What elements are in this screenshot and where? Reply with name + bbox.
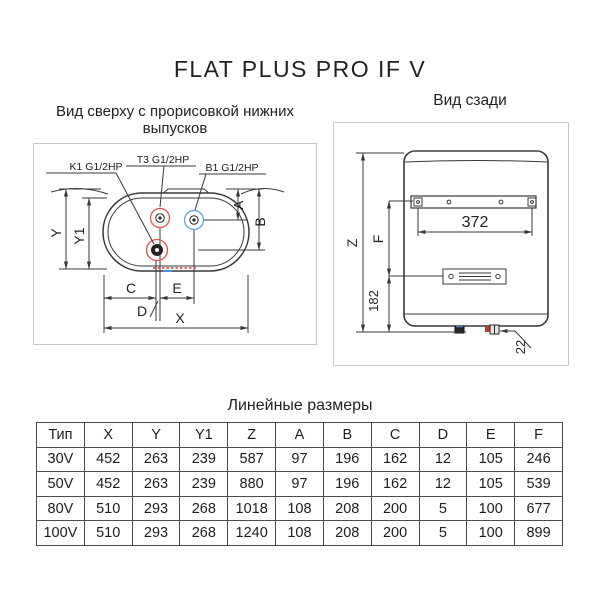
table-cell: 239 [180, 472, 228, 497]
k1-port-label: K1 G1/2HP [69, 161, 123, 173]
table-cell: 200 [371, 521, 419, 546]
table-cell: 1240 [228, 521, 276, 546]
table-cell: 105 [467, 472, 515, 497]
table-cell: 208 [323, 496, 371, 521]
table-cell: 1018 [228, 496, 276, 521]
table-row [37, 496, 563, 521]
table-cell: 293 [132, 496, 180, 521]
dim-b-label: B [252, 217, 268, 227]
table-cell: 268 [180, 496, 228, 521]
table-cell: 246 [515, 447, 563, 472]
table-header-cell: Тип [37, 423, 85, 448]
rear-view-heading: Вид сзади [433, 92, 507, 109]
table-header-cell: X [84, 423, 132, 448]
dim-e-label: E [172, 280, 182, 296]
table-header-cell: Y1 [180, 423, 228, 448]
table-cell: 263 [132, 447, 180, 472]
table-cell: 899 [515, 521, 563, 546]
dim-c-label: C [125, 280, 137, 296]
table-header-cell: Y [132, 423, 180, 448]
dim-182-label: 182 [366, 290, 381, 312]
table-cell: 452 [84, 472, 132, 497]
table-cell: 196 [323, 447, 371, 472]
top-view-panel [33, 143, 317, 345]
table-cell: 108 [276, 521, 324, 546]
table-cell: 97 [276, 447, 324, 472]
table-cell: 510 [84, 521, 132, 546]
rear-view-drawing [334, 123, 568, 365]
t3-port-label: T3 G1/2HP [136, 154, 190, 166]
table-header-cell: D [419, 423, 467, 448]
dim-z-label: Z [344, 238, 360, 248]
table-cell: 880 [228, 472, 276, 497]
table-cell: 30V [37, 447, 85, 472]
page-title: FLAT PLUS PRO IF V [173, 56, 427, 82]
table-row [37, 447, 563, 472]
dim-f-label: F [370, 234, 386, 244]
dim-372-label: 372 [461, 214, 489, 231]
table-cell: 108 [276, 496, 324, 521]
table-cell: 239 [180, 447, 228, 472]
table-cell: 587 [228, 447, 276, 472]
table-cell: 539 [515, 472, 563, 497]
table-cell: 677 [515, 496, 563, 521]
anode-plate [443, 269, 506, 284]
table-header-cell: B [323, 423, 371, 448]
table-row [37, 521, 563, 546]
dim-d [150, 301, 158, 317]
table-cell: 105 [467, 447, 515, 472]
table-header-cell: E [467, 423, 515, 448]
dim-22-label: 22 [513, 339, 528, 355]
table-header-row [37, 423, 563, 448]
dimensions-table [36, 422, 563, 546]
table-cell: 5 [419, 521, 467, 546]
b1-port-label: B1 G1/2HP [205, 162, 259, 174]
table-cell: 510 [84, 496, 132, 521]
table-title: Линейные размеры [227, 397, 373, 414]
table-cell: 12 [419, 472, 467, 497]
table-cell: 80V [37, 496, 85, 521]
table-cell: 12 [419, 447, 467, 472]
dim-y-label: Y [48, 228, 64, 238]
dim-x-label: X [175, 310, 185, 326]
mounting-bracket [411, 196, 536, 208]
table-cell: 100V [37, 521, 85, 546]
dim-a-label: A [231, 200, 246, 210]
table-cell: 208 [323, 521, 371, 546]
table-cell: 263 [132, 472, 180, 497]
table-row [37, 472, 563, 497]
table-header-cell: C [371, 423, 419, 448]
hot-pipe [485, 325, 499, 334]
table-cell: 162 [371, 447, 419, 472]
table-cell: 293 [132, 521, 180, 546]
table-cell: 452 [84, 447, 132, 472]
table-cell: 200 [371, 496, 419, 521]
heater-body-outline [404, 151, 548, 326]
table-header-cell: F [515, 423, 563, 448]
table-header-cell: Z [228, 423, 276, 448]
rear-view-panel [333, 122, 569, 366]
top-view-drawing [34, 144, 316, 344]
table-cell: 196 [323, 472, 371, 497]
table-cell: 268 [180, 521, 228, 546]
tank-outline [103, 193, 249, 271]
table-cell: 5 [419, 496, 467, 521]
dim-d-label: D [136, 303, 148, 319]
dim-y1-label: Y1 [71, 227, 87, 245]
table-cell: 50V [37, 472, 85, 497]
table-header-cell: A [276, 423, 324, 448]
table-cell: 100 [467, 496, 515, 521]
table-cell: 162 [371, 472, 419, 497]
table-cell: 97 [276, 472, 324, 497]
table-cell: 100 [467, 521, 515, 546]
top-view-heading: Вид сверху с прорисовкой нижних выпусков [56, 103, 294, 137]
